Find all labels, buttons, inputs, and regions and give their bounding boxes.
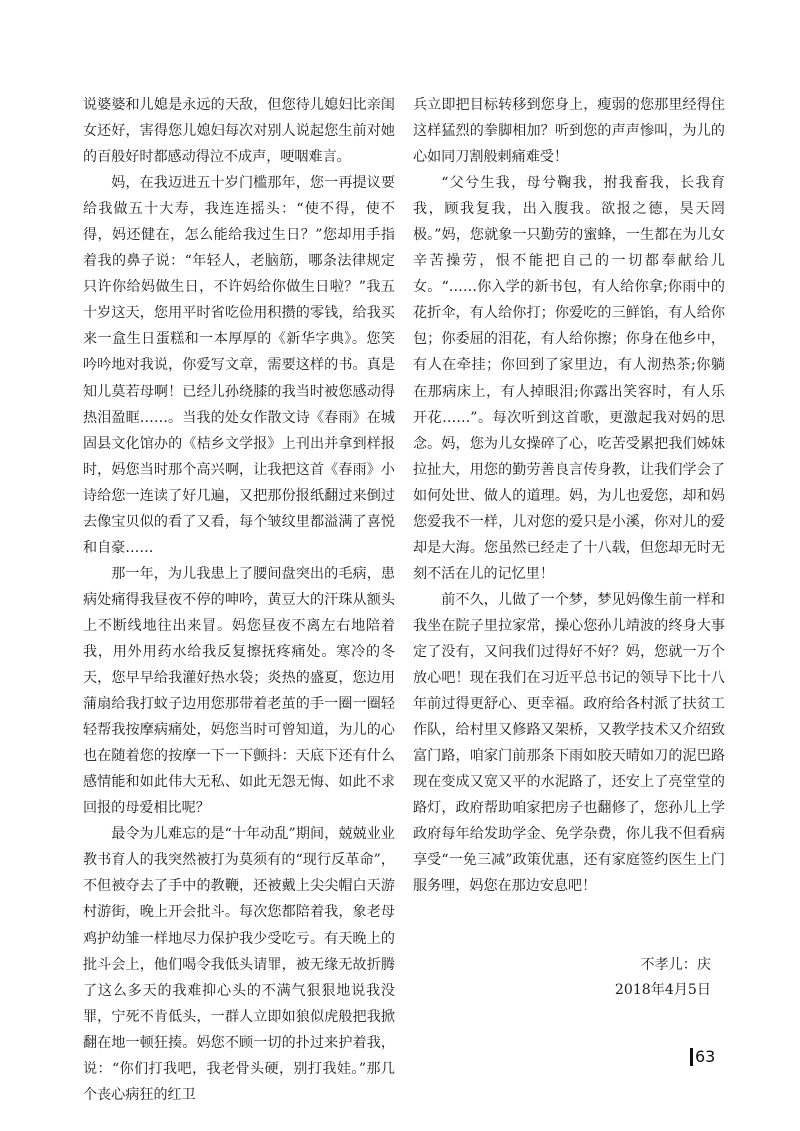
paragraph: 前不久，儿做了一个梦，梦见妈像生前一样和我坐在院子里拉家常，操心您孙儿靖波的终身大事定了没有，又问我们过得好不好？妈，您就一万个放心吧！现在我们在习近平总书记的领导下比十八年前过得更舒心、更幸福。政府给各村派了扶贫工作队，给村里又修路又架桥，又教学技术又介绍致富门路，咱家门前那条下雨如胶天晴如刀的泥巴路现在变成又宽又平的水泥路了，还安上了亮堂堂的路灯，政府帮助咱家把房子也翻修了，您孙儿上学政府每年给发助学金、免学杂费，你儿我不但看病享受“一免三减”政策优惠，还有家庭签约医生上门服务哩，妈您在那边安息吧！	[413, 591, 725, 895]
paragraph: 妈，在我迈进五十岁门槛那年，您一再提议要给我做五十大寿，我连连摇头：“使不得，使不得，妈还健在，怎么能给我过生日？”您却用手指着我的鼻子说：“年轻人，老脑筋，哪条法律规定只许你给妈做生日，不许妈给你做生日啦？”我五十岁这天，您用平时省吃俭用积攒的零钱，给我买来一盒生日蛋糕和一本厚厚的《新华字典》。您笑吟吟地对我说，你爱写文章，需要这样的书。真是知儿莫若母啊！已经儿孙绕膝的我当时被您感动得热泪盈眶……。当我的处女作散文诗《春雨》在城固县文化馆办的《桔乡文学报》上刊出并拿到样报时，妈您当时那个高兴啊，让我把这首《春雨》小诗给您一连读了好几遍，又把那份报纸翻过来倒过去像宝贝似的看了又看，每个皱纹里都溢满了喜悦和自豪……	[83, 175, 395, 556]
page-number: 63	[690, 1048, 715, 1066]
paragraph: 最令为儿难忘的是“十年动乱”期间，兢兢业业教书育人的我突然被打为莫须有的“现行反革命”，不但被夺去了手中的教鞭，还被戴上尖尖帽白天游村游街，晚上开会批斗。每次您都陪着我，象老母鸡护幼雏一样地尽力保护我少受吃亏。有天晚上的批斗会上，他们喝令我低头请罪，被无缘无故折腾了这么多天的我难抑心头的不满气狠狠地说我没罪，宁死不肯低头，一群人立即如狼似虎般把我掀翻在地一顿狂揍。妈您不顾一切的扑过来护着我，说：“你们打我吧，我老骨头硬，别打我娃。”那几个丧心病狂的红卫	[83, 826, 395, 1103]
paragraph: 兵立即把目标转移到您身上，瘦弱的您那里经得住这样猛烈的拳脚相加？听到您的声声惨叫，为儿的心如同刀割般剌痛难受！	[413, 97, 725, 166]
signature-block	[413, 953, 725, 1003]
left-column	[83, 92, 395, 1108]
signature-author: 不孝儿：庆	[640, 957, 711, 974]
paragraph: 那一年，为儿我患上了腰间盘突出的毛病，患病处痛得我昼夜不停的呻吟，黄豆大的汗珠从额头上不断线地往出来冒。妈您昼夜不离左右地陪着我，用外用药水给我反复擦抚疼痛处。寒冷的冬天，您早早给我灌好热水袋；炎热的盛夏，您边用蒲扇给我打蚊子边用您那带着老茧的手一圈一圈轻轻帮我按摩病痛处，妈您当时可曾知道，为儿的心也在随着您的按摩一下一下颤抖：天底下还有什么感情能和如此伟大无私、如此无怨无悔、如此不求回报的母爱相比呢？	[83, 565, 395, 817]
signature-date: 2018年4月5日	[614, 982, 711, 999]
paragraph: 说婆婆和儿媳是永远的天敌，但您待儿媳妇比亲闺女还好，害得您儿媳妇每次对别人说起您生前对她的百般好时都感动得泣不成声，哽咽难言。	[83, 97, 395, 166]
right-column	[413, 92, 725, 1003]
paragraph: “父兮生我，母兮鞠我，拊我畜我，长我育我，顾我复我，出入腹我。欲报之德，昊天罔极。”妈，您就象一只勤劳的蜜蜂，一生都在为儿女辛苦操劳，恨不能把自己的一切都奉献给儿女。“……你入学的新书包，有人给你拿;你雨中的花折伞，有人给你打；你爱吃的三鲜馅，有人给你包；你委屈的泪花，有人给你擦；你身在他乡中，有人在牵挂；你回到了家里边，有人沏热茶;你躺在那病床上，有人掉眼泪;你露出笑容时，有人乐开花……”。每次听到这首歌，更激起我对妈的思念。妈，您为儿女操碎了心，吃苦受累把我们姊妹拉扯大，用您的勤劳善良言传身教，让我们学会了如何处世、做人的道理。妈，为儿也爱您，却和妈您爱我不一样，儿对您的爱只是小溪，你对儿的爱却是大海。您虽然已经走了十八载，但您却无时无刻不活在儿的记忆里！	[413, 175, 725, 582]
